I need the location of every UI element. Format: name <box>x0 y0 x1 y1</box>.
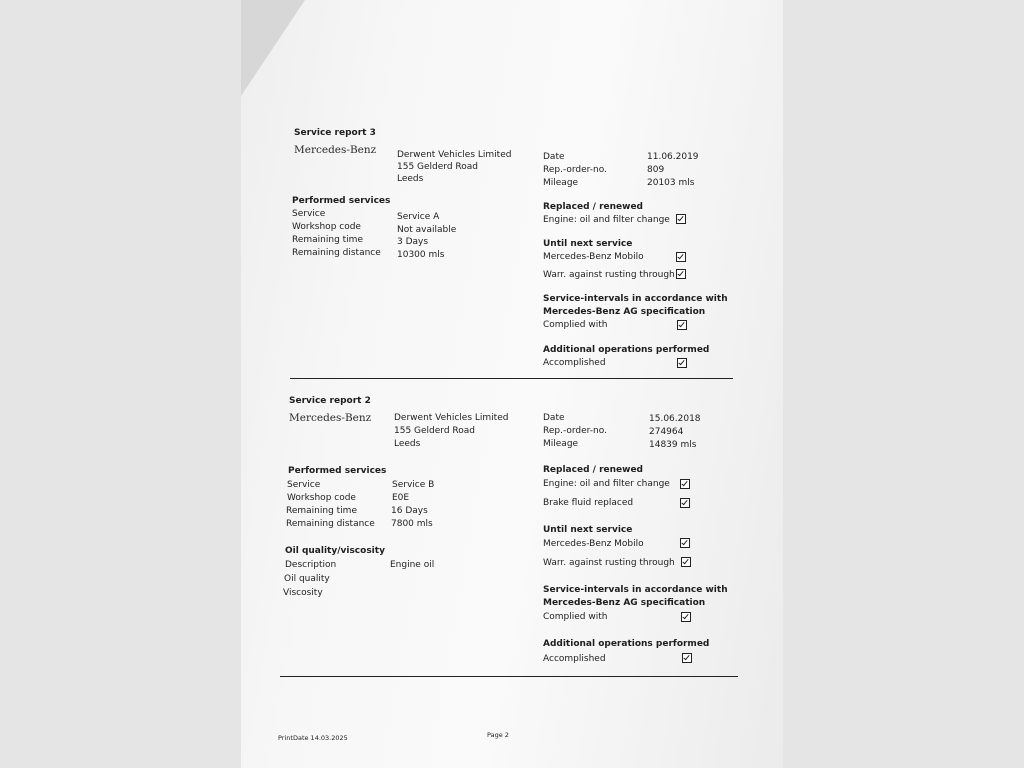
report3-until-item: Warr. against rusting through <box>543 270 675 280</box>
report2-complied: Complied with <box>543 612 608 622</box>
report2-visc-label: Viscosity <box>283 588 323 598</box>
report2-additional-title: Additional operations performed <box>543 639 710 649</box>
report3-order: 809 <box>647 165 665 175</box>
report2-dealer-street: 155 Gelderd Road <box>394 426 475 436</box>
report2-order: 274964 <box>649 427 684 437</box>
report2-workshop-label: Workshop code <box>287 493 356 503</box>
report3-service: Service A <box>397 212 440 222</box>
document-page <box>241 0 783 768</box>
report2-replaced-item: Brake fluid replaced <box>543 498 634 508</box>
report2-brake-checkbox <box>680 498 690 508</box>
report2-brand: Mercedes-Benz <box>289 412 372 424</box>
report3-dealer-city: Leeds <box>397 174 424 184</box>
report3-rdist: 10300 mls <box>397 250 445 260</box>
report3-date-label: Date <box>543 152 565 162</box>
report2-replaced-item: Engine: oil and filter change <box>543 479 670 489</box>
report2-service: Service B <box>392 480 435 490</box>
report2-oilq-label: Oil quality <box>284 574 330 584</box>
page-fold <box>241 0 305 96</box>
report3-dealer-name: Derwent Vehicles Limited <box>397 150 512 160</box>
report2-rtime-label: Remaining time <box>286 506 357 516</box>
report2-mileage-label: Mileage <box>543 439 579 449</box>
report2-desc: Engine oil <box>390 560 435 570</box>
report2-service-label: Service <box>287 480 321 490</box>
report2-replaced-title: Replaced / renewed <box>543 465 643 475</box>
report2-mobilo-checkbox <box>680 538 690 548</box>
section-divider <box>280 676 738 677</box>
report3-brand: Mercedes-Benz <box>294 144 377 156</box>
report3-until-item: Mercedes-Benz Mobilo <box>543 252 644 262</box>
report3-replaced-checkbox <box>676 214 686 224</box>
report2-oil-change-checkbox <box>680 479 690 489</box>
report2-rtime: 16 Days <box>391 506 428 516</box>
page-number: Page 2 <box>487 731 509 739</box>
report2-intervals-title-2: Mercedes-Benz AG specification <box>543 598 706 608</box>
report3-mileage: 20103 mls <box>647 178 695 188</box>
report2-rust-checkbox <box>681 557 691 567</box>
report3-complied: Complied with <box>543 320 608 330</box>
report2-complied-checkbox <box>681 612 691 622</box>
report3-rtime-label: Remaining time <box>292 235 363 245</box>
report2-performed-title: Performed services <box>288 466 387 476</box>
report3-intervals-title-2: Mercedes-Benz AG specification <box>543 307 706 317</box>
report3-service-label: Service <box>292 209 326 219</box>
report2-mileage: 14839 mls <box>649 440 697 450</box>
report2-date-label: Date <box>543 413 565 423</box>
report3-dealer-street: 155 Gelderd Road <box>397 162 478 172</box>
report3-accomplished-checkbox <box>677 358 687 368</box>
report2-intervals-title: Service-intervals in accordance with <box>543 585 728 595</box>
report3-rdist-label: Remaining distance <box>292 248 381 258</box>
report3-performed-title: Performed services <box>292 196 391 206</box>
report3-until-title: Until next service <box>543 239 633 249</box>
report2-rdist: 7800 mls <box>391 519 433 529</box>
report3-title: Service report 3 <box>294 128 376 138</box>
report3-workshop-label: Workshop code <box>292 222 361 232</box>
report2-accomplished: Accomplished <box>543 654 606 664</box>
report2-until-title: Until next service <box>543 525 633 535</box>
report2-dealer-name: Derwent Vehicles Limited <box>394 413 509 423</box>
report3-order-label: Rep.-order-no. <box>543 165 607 175</box>
report3-mileage-label: Mileage <box>543 178 579 188</box>
report3-accomplished: Accomplished <box>543 358 606 368</box>
report3-rust-checkbox <box>676 269 686 279</box>
report2-until-item: Warr. against rusting through <box>543 558 675 568</box>
report3-rtime: 3 Days <box>397 237 429 247</box>
report3-replaced-item: Engine: oil and filter change <box>543 215 670 225</box>
print-date: PrintDate 14.03.2025 <box>278 734 348 742</box>
report2-workshop: E0E <box>392 493 410 503</box>
report2-until-item: Mercedes-Benz Mobilo <box>543 539 644 549</box>
report2-accomplished-checkbox <box>682 653 692 663</box>
report2-date: 15.06.2018 <box>649 414 701 424</box>
report3-intervals-title: Service-intervals in accordance with <box>543 294 728 304</box>
report2-rdist-label: Remaining distance <box>286 519 375 529</box>
report2-title: Service report 2 <box>289 396 371 406</box>
report3-date: 11.06.2019 <box>647 152 699 162</box>
report2-dealer-city: Leeds <box>394 439 421 449</box>
report3-workshop: Not available <box>397 225 457 235</box>
section-divider <box>290 378 733 379</box>
report3-complied-checkbox <box>677 320 687 330</box>
report3-replaced-title: Replaced / renewed <box>543 202 643 212</box>
report2-desc-label: Description <box>285 560 337 570</box>
report3-mobilo-checkbox <box>676 252 686 262</box>
report2-oil-title: Oil quality/viscosity <box>285 546 385 556</box>
report2-order-label: Rep.-order-no. <box>543 426 607 436</box>
report3-additional-title: Additional operations performed <box>543 345 710 355</box>
